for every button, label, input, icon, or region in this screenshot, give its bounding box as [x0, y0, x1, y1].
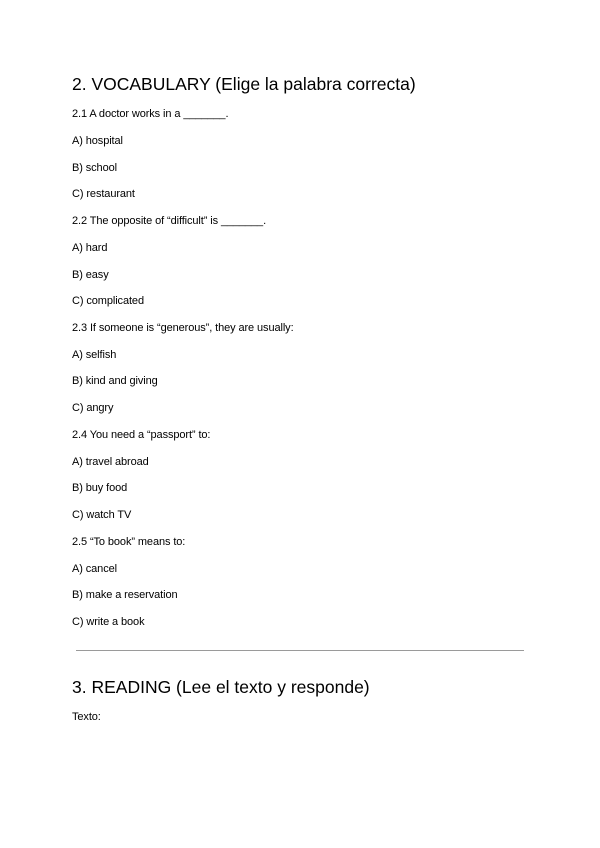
question-2-4-option-c: C) watch TV	[72, 509, 132, 521]
question-2-1-prompt: 2.1 A doctor works in a _______.	[72, 108, 229, 120]
question-2-5-option-b: B) make a reservation	[72, 589, 178, 601]
question-2-4-prompt: 2.4 You need a “passport” to:	[72, 429, 211, 441]
question-2-5-option-a: A) cancel	[72, 563, 117, 575]
question-2-2-prompt: 2.2 The opposite of “difficult” is _______.	[72, 215, 267, 227]
reading-section-title: 3. READING (Lee el texto y responde)	[72, 677, 370, 697]
question-2-2-option-c: C) complicated	[72, 295, 144, 307]
question-2-1-option-b: B) school	[72, 162, 117, 174]
question-2-3-option-a: A) selfish	[72, 349, 117, 361]
vocabulary-section-title: 2. VOCABULARY (Elige la palabra correcta)	[72, 74, 416, 94]
question-2-1-option-c: C) restaurant	[72, 188, 135, 200]
question-2-2-option-b: B) easy	[72, 269, 109, 281]
section-divider	[76, 650, 524, 651]
question-2-3-option-c: C) angry	[72, 402, 114, 414]
question-2-5-prompt: 2.5 “To book” means to:	[72, 536, 186, 548]
question-2-1-option-a: A) hospital	[72, 135, 123, 147]
reading-text-label: Texto:	[72, 711, 101, 723]
question-2-4-option-a: A) travel abroad	[72, 456, 149, 468]
question-2-3-option-b: B) kind and giving	[72, 375, 158, 387]
question-2-2-option-a: A) hard	[72, 242, 108, 254]
question-2-3-prompt: 2.3 If someone is “generous”, they are usually:	[72, 322, 294, 334]
question-2-4-option-b: B) buy food	[72, 482, 128, 494]
question-2-5-option-c: C) write a book	[72, 616, 145, 628]
